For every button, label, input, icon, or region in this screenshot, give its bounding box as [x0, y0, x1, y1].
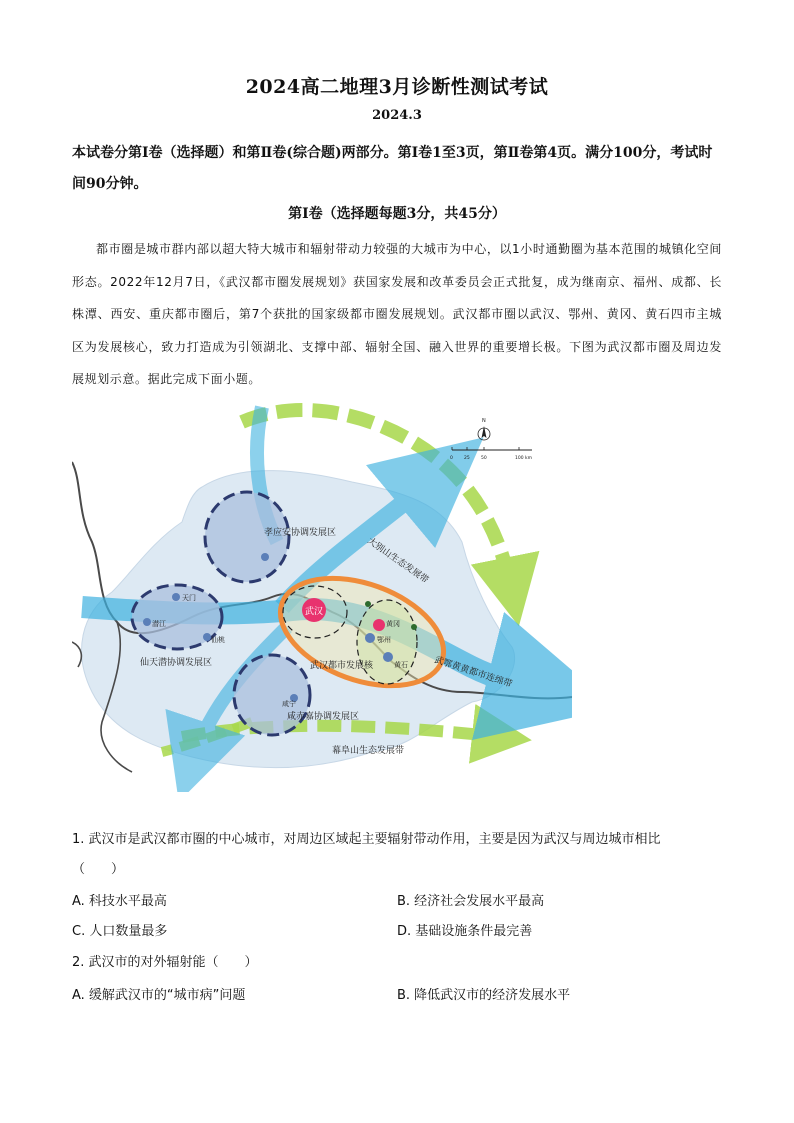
- label-tianmen: 天门: [182, 594, 196, 602]
- huangshi-dot: [383, 652, 393, 662]
- scale-50: 50: [481, 456, 487, 461]
- north-arrow: [478, 418, 490, 440]
- label-mufushan: 幕阜山生态发展带: [332, 746, 405, 756]
- question-1-option-b[interactable]: B. 经济社会发展水平最高: [397, 894, 545, 909]
- ezhou-dot: [365, 633, 375, 643]
- question-1-option-a[interactable]: A. 科技水平最高: [72, 894, 167, 909]
- label-xianchiji: 咸赤嘉协调发展区: [287, 712, 360, 722]
- green-dot-2: [411, 624, 417, 630]
- question-1-option-c[interactable]: C. 人口数量最多: [72, 924, 168, 939]
- scale-100: 100 km: [515, 456, 533, 461]
- label-ezhou: 鄂州: [377, 636, 391, 644]
- wuhan-metro-map: [72, 392, 572, 792]
- scale-bar: [450, 447, 532, 461]
- label-xianning: 咸宁: [282, 700, 296, 708]
- question-2-option-b[interactable]: B. 降低武汉市的经济发展水平: [397, 988, 571, 1003]
- question-1-stem: 1. 武汉市是武汉都市圈的中心城市，对周边区域起主要辐射带动作用，主要是因为武汉与周边城市相比: [72, 832, 661, 847]
- label-wuhan: 武汉: [305, 607, 324, 617]
- label-huanggang: 黄冈: [386, 620, 400, 628]
- label-huangshi: 黄石: [394, 661, 408, 669]
- question-2-stem: 2. 武汉市的对外辐射能（ ）: [72, 955, 258, 970]
- reading-passage: 都市圈是城市群内部以超大特大城市和辐射带动力较强的大城市为中心，以1小时通勤圈为基本范围的城镇化空间形态。2022年12月7日，《武汉都市圈发展规划》获国家发展和改革委员会正式批复，成为继南京、福州、成都、长株潭、西安、重庆都市圈后，第7个获批的国家级都市圈发展规划。武汉都市圈以武汉、鄂州、黄冈、黄石四市主城区为发展核心，致力打造成为引领湖北、支撑中部、辐射全国、融入世界的重要增长极。下图为武汉都市圈及周边发展规划示意。据此完成下面小题。: [72, 242, 722, 386]
- section-title: 第Ⅰ卷（选择题每题3分，共45分）: [288, 206, 506, 222]
- label-wuehuang: 武鄂黄黄都市连绵带: [433, 655, 514, 690]
- xiaogan-dot: [261, 553, 269, 561]
- question-1-option-d[interactable]: D. 基础设施条件最完善: [397, 924, 533, 939]
- label-xiantianqian: 仙天潜协调发展区: [140, 658, 213, 668]
- north-label: N: [482, 418, 486, 424]
- label-xiantao: 仙桃: [211, 636, 225, 644]
- west-boundary-line: [72, 642, 81, 667]
- question-1-blank: （ ）: [72, 862, 125, 877]
- qianjiang-dot: [143, 618, 151, 626]
- xiantao-dot: [203, 633, 211, 641]
- green-dot-1: [365, 601, 371, 607]
- tianmen-dot: [172, 593, 180, 601]
- scale-0: 0: [450, 456, 453, 461]
- exam-intro: 本试卷分第Ⅰ卷（选择题）和第Ⅱ卷(综合题)两部分。第Ⅰ卷1至3页，第Ⅱ卷第4页。满分100分，考试时间90分钟。: [72, 145, 713, 192]
- exam-date: 2024.3: [372, 108, 422, 123]
- xianchiji-zone: [234, 655, 310, 735]
- label-dabieshan: 大别山生态发展带: [365, 536, 431, 586]
- label-qianjiang: 潜江: [152, 620, 166, 628]
- label-core: 武汉都市发展核: [310, 661, 374, 671]
- huanggang-dot: [373, 619, 385, 631]
- page-title: 2024高二地理3月诊断性测试考试: [245, 76, 549, 98]
- question-2-option-a[interactable]: A. 缓解武汉市的“城市病”问题: [72, 988, 246, 1003]
- label-xiaoganan: 孝应安协调发展区: [264, 528, 337, 538]
- scale-25: 25: [464, 456, 470, 461]
